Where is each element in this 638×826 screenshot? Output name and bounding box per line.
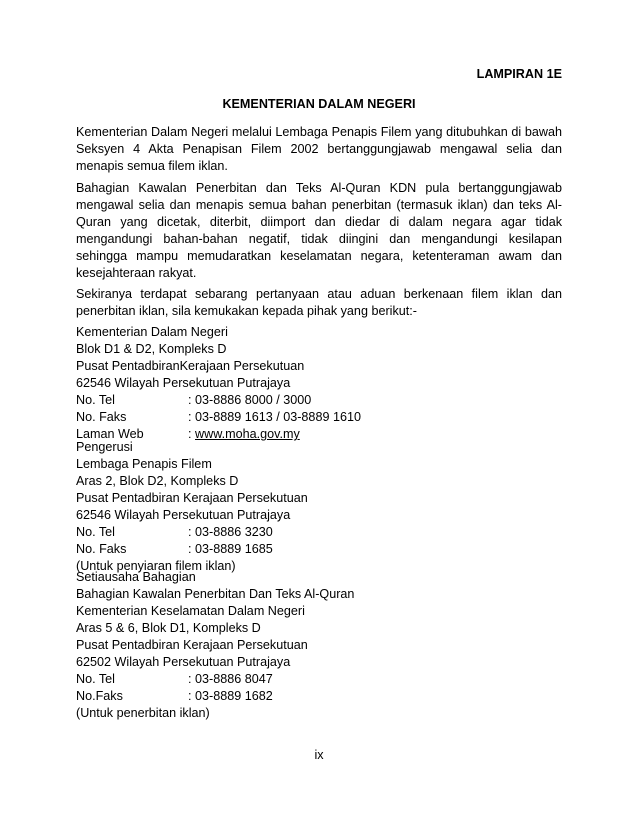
page-title: KEMENTERIAN DALAM NEGERI — [222, 97, 416, 111]
address-line: Setiausaha Bahagian — [76, 570, 196, 584]
phone-label: No. Tel — [76, 672, 115, 686]
fax-row — [76, 541, 562, 558]
appendix-label: LAMPIRAN 1E — [476, 67, 562, 81]
contact-block-publications-division — [76, 569, 562, 722]
address-line: Bahagian Kawalan Penerbitan Dan Teks Al-Quran — [76, 587, 355, 601]
purpose-note: (Untuk penerbitan iklan) — [76, 706, 210, 720]
purpose-note: (Untuk penyiaran filem iklan) — [76, 559, 236, 573]
paragraph-inquiries: Sekiranya terdapat sebarang pertanyaan atau aduan berkenaan filem iklan dan penerbitan iklan, sila kemukakan kepada pihak yang berikut:- — [76, 287, 562, 318]
fax-row — [76, 688, 562, 705]
fax-value: : 03-8889 1613 / 03-8889 1610 — [188, 410, 361, 424]
website-label: Laman Web — [76, 427, 144, 441]
address-line: Aras 2, Blok D2, Kompleks D — [76, 474, 239, 488]
fax-value: : 03-8889 1682 — [188, 689, 273, 703]
address-line: Kementerian Keselamatan Dalam Negeri — [76, 604, 305, 618]
fax-label: No. Faks — [76, 410, 127, 424]
address-line: Pusat PentadbiranKerajaan Persekutuan — [76, 359, 305, 373]
phone-row — [76, 392, 562, 409]
fax-row — [76, 409, 562, 426]
fax-label: No. Faks — [76, 542, 127, 556]
website-link[interactable]: www.moha.gov.my — [195, 427, 300, 441]
phone-label: No. Tel — [76, 525, 115, 539]
phone-value: : 03-8886 8000 / 3000 — [188, 393, 312, 407]
page-number: ix — [314, 748, 324, 762]
address-line: Aras 5 & 6, Blok D1, Kompleks D — [76, 621, 261, 635]
address-line: 62546 Wilayah Persekutuan Putrajaya — [76, 508, 291, 522]
address-line: Pusat Pentadbiran Kerajaan Persekutuan — [76, 638, 308, 652]
paragraph-publications: Bahagian Kawalan Penerbitan dan Teks Al-Quran KDN pula bertanggungjawab mengawal selia dan menapis semua bahan penerbitan (termasuk iklan) dan teks Al-Quran yang dicetak, diterbit, diimport dan diedar di dalam negara agar tidak mengandungi bahan-bahan negatif, tidak diingini dan mengandungi kesilapan sehingga mampu memudaratkan keselamatan negara, ketenteraman awam dan kesejahteraan rakyat. — [76, 181, 562, 280]
phone-value: : 03-8886 3230 — [188, 525, 273, 539]
address-line: Pengerusi — [76, 440, 133, 454]
contact-block-ministry — [76, 324, 562, 443]
fax-label: No.Faks — [76, 689, 123, 703]
fax-value: : 03-8889 1685 — [188, 542, 273, 556]
address-line: 62502 Wilayah Persekutuan Putrajaya — [76, 655, 291, 669]
phone-row — [76, 524, 562, 541]
address-line: Pusat Pentadbiran Kerajaan Persekutuan — [76, 491, 308, 505]
address-line: Blok D1 & D2, Kompleks D — [76, 342, 227, 356]
address-line: Lembaga Penapis Filem — [76, 457, 212, 471]
paragraph-intro: Kementerian Dalam Negeri melalui Lembaga Penapis Filem yang ditubuhkan di bawah Seksyen 4 Akta Penapisan Filem 2002 bertanggungjawab mengawal selia dan menapis semua filem iklan. — [76, 125, 562, 173]
address-line: 62546 Wilayah Persekutuan Putrajaya — [76, 376, 291, 390]
phone-label: No. Tel — [76, 393, 115, 407]
contact-block-film-board — [76, 439, 562, 575]
phone-value: : 03-8886 8047 — [188, 672, 273, 686]
website-separator: : — [188, 427, 195, 441]
address-line: Kementerian Dalam Negeri — [76, 325, 228, 339]
phone-row — [76, 671, 562, 688]
